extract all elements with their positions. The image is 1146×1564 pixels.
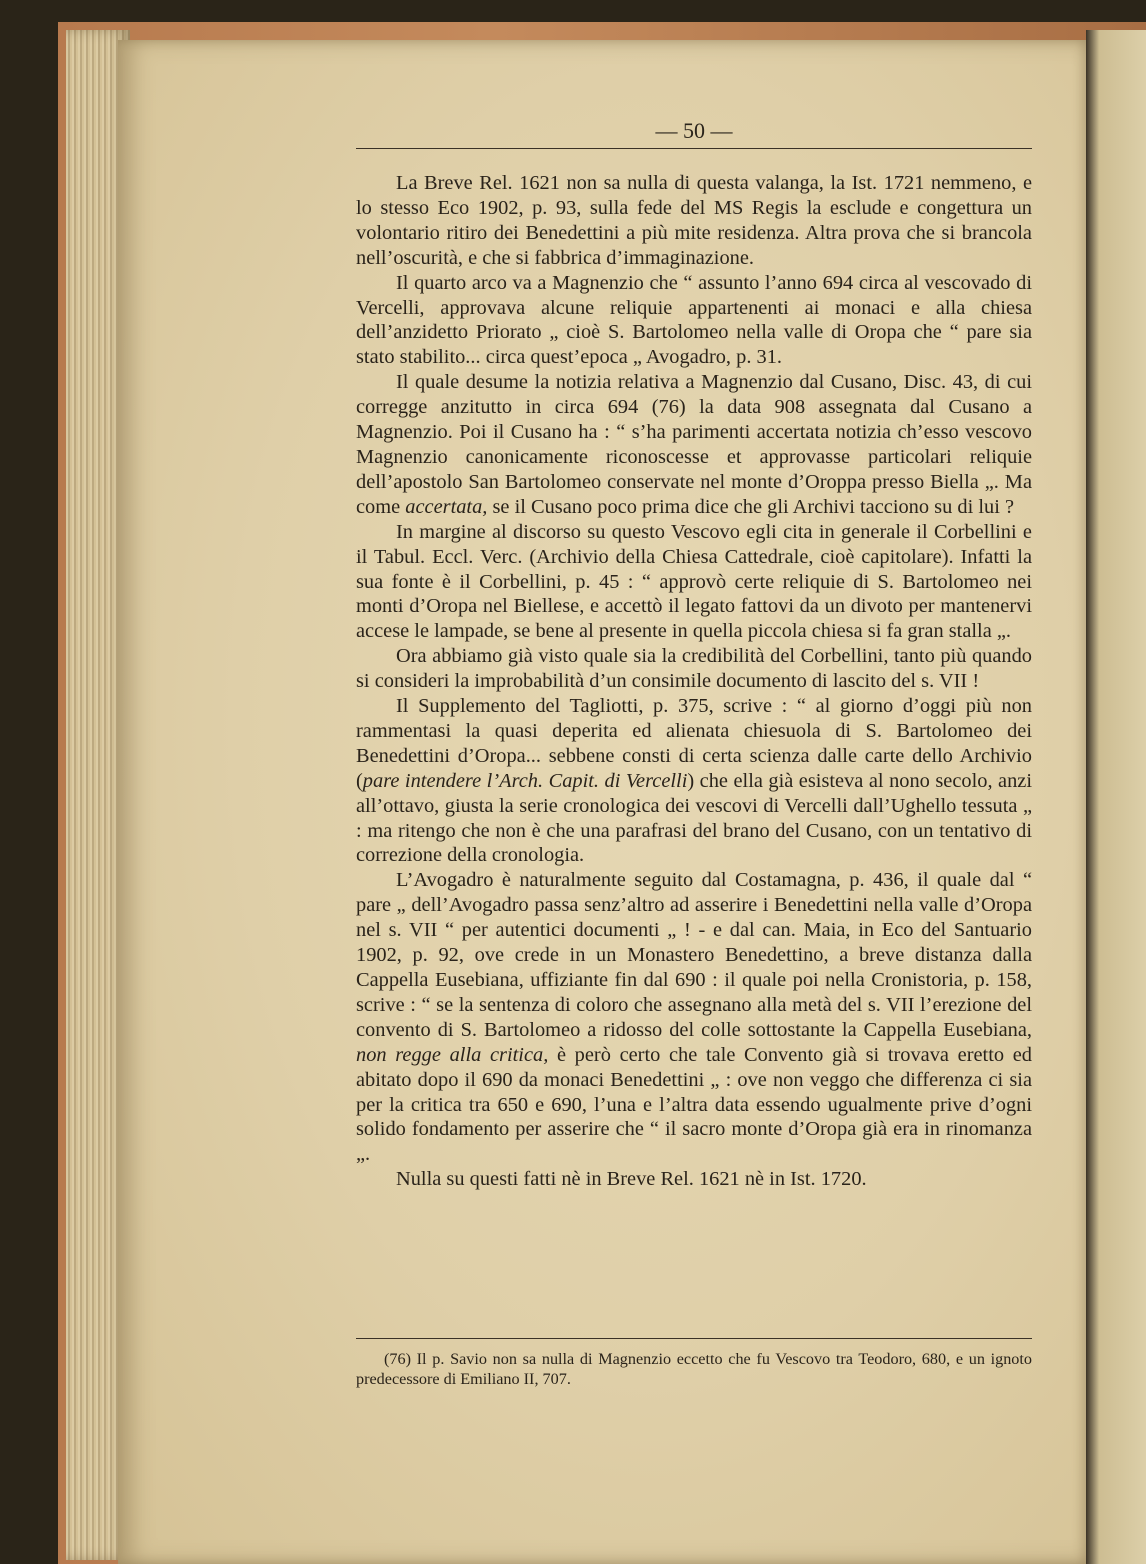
footnote-rule (356, 1338, 1032, 1339)
facing-page-edge (1086, 30, 1146, 1564)
paragraph-6: Il Supplemento del Tagliotti, p. 375, scrive : “ al giorno d’oggi più non rammentasi la quasi deperita ed alienata chiesuola di S. Bartolomeo dei Benedettini d’Oropa... sebbene consti di certa scienza dalle carte dello Archivio (pare intendere l’Arch. Capit. di Vercelli) che ella già esisteva al nono secolo, anzi all’ottavo, giusta la serie cronologica dei vescovi di Vercelli dall’Ughello tessuta „ : ma ritengo che non è che una parafrasi del brano del Cusano, con un tentativo di correzione della cronologia. (356, 695, 1032, 867)
italic-emphasis: accertata, (405, 495, 488, 518)
paragraph-3: Il quale desume la notizia relativa a Magnenzio dal Cusano, Disc. 43, di cui corregge anzitutto in circa 694 (76) la data 908 assegnata dal Cusano a Magnenzio. Poi il Cusano ha : “ s’ha parimenti accertata notizia ch’esso vescovo Magnenzio canonicamente riconoscesse et approvasse particolari reliquie dell’apostolo San Bartolomeo conservate nel monte d’Oroppa presso Biella „. Ma come accertata, se il Cusano poco prima dice che gli Archivi tacciono su di lui ? (356, 371, 1032, 518)
page-number: — 50 — (655, 118, 733, 143)
paragraph-4: In margine al discorso su questo Vescovo egli cita in generale il Corbellini e il Tabul. Eccl. Verc. (Archivio della Chiesa Cattedrale, cioè capitolare). Infatti la sua fonte è il Corbellini, p. 45 : “ approvò certe reliquie di S. Bartolomeo nei monti d’Oropa nel Biellese, e accettò il legato fattovi da un divoto per mantenervi accese le lampade, se bene al presente in quella piccola chiesa si fa gran stalla „. (356, 520, 1032, 643)
paragraph-2: Il quarto arco va a Magnenzio che “ assunto l’anno 694 circa al vescovado di Vercelli, approvava alcune reliquie appartenenti ai monaci e alla chiesa dell’anzidetto Priorato „ cioè S. Bartolomeo nella valle di Oropa che “ pare sia stato stabilito... circa quest’epoca „ Avogadro, p. 31. (356, 271, 1032, 369)
italic-emphasis: non regge alla critica, (356, 1043, 549, 1066)
header-rule (356, 148, 1032, 149)
footnote-76: (76) Il p. Savio non sa nulla di Magnenzio eccetto che fu Vescovo tra Teodoro, 680, e un ignoto predecessore di Emiliano II, 707. (356, 1350, 1032, 1388)
body-text (356, 171, 1032, 1192)
italic-emphasis: pare intendere l’Arch. Capit. di Vercelli (362, 769, 688, 792)
paragraph-5: Ora abbiamo già visto quale sia la credibilità del Corbellini, tanto più quando si consideri la improbabilità d’un consimile documento di lascito del s. VII ! (356, 645, 1032, 693)
footnotes (356, 1349, 1032, 1389)
paragraph-8: Nulla su questi fatti nè in Breve Rel. 1621 nè in Ist. 1720. (396, 1168, 867, 1191)
paragraph-7: L’Avogadro è naturalmente seguito dal Costamagna, p. 436, il quale dal “ pare „ dell’Avogadro passa senz’altro ad asserire i Benedettini nella valle d’Oropa nel s. VII “ per autentici documenti „ ! - e dal can. Maia, in Eco del Santuario 1902, p. 92, ove crede in un Monastero Benedettino, a breve distanza dalla Cappella Eusebiana, uffiziante fin dal 690 : il quale poi nella Cronistoria, p. 158, scrive : “ se la sentenza di coloro che assegnano alla metà del s. VII l’erezione del convento di S. Bartolomeo a ridosso del colle sottostante la Cappella Eusebiana, non regge alla critica, è però certo che tale Convento già si trovava eretto ed abitato dopo il 690 da monaci Benedettini „ : ove non veggo che differenza ci sia per la critica tra 650 e 690, l’una e l’altra data essendo ugualmente prive d’ogni solido fondamento per asserire che “ il sacro monte d’Oropa già era in rinomanza „. (356, 869, 1032, 1166)
paragraph-1: La Breve Rel. 1621 non sa nulla di questa valanga, la Ist. 1721 nemmeno, e lo stesso Eco 1902, p. 93, sulla fede del MS Regis la esclude e congettura un volontario ritiro dei Benedettini a più mite residenza. Altra prova che si brancola nell’oscurità, e che si fabbrica d’immaginazione. (356, 172, 1032, 269)
